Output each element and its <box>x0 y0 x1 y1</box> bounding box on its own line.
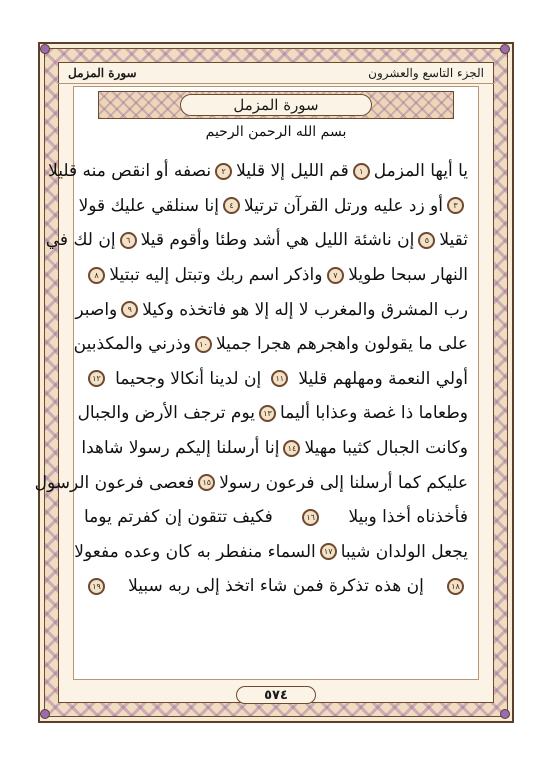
verse-line <box>84 258 468 293</box>
verse-text: فأخذناه أخذا وبيلا <box>348 507 468 528</box>
corner-flower-icon <box>40 709 50 719</box>
verse-text: وذرني والمكذبين <box>73 334 191 355</box>
verse-text: وطعاما ذا غصة وعذابا أليما <box>279 403 468 424</box>
verse-line <box>48 154 468 189</box>
verse-line <box>74 535 468 570</box>
verse-text: إن هذه تذكرة فمن شاء اتخذ إلى ربه سبيلا <box>128 576 424 597</box>
corner-flower-icon <box>500 709 510 719</box>
verse-text: إنا أرسلنا إليكم رسولا شاهدا <box>81 438 280 459</box>
verse-line <box>73 327 468 362</box>
corner-flower-icon <box>500 44 510 54</box>
basmala: بسم الله الرحمن الرحيم <box>205 124 347 140</box>
page-header <box>58 62 494 84</box>
ayah-number-marker: ١ <box>353 163 370 180</box>
ayah-number-marker: ١٧ <box>320 543 337 560</box>
verse-text: ثقيلا <box>439 230 468 251</box>
verse-line <box>45 223 468 258</box>
ayah-number-marker: ٣ <box>447 197 464 214</box>
ayah-number-marker: ١٩ <box>88 578 105 595</box>
verse-text: فعصى فرعون الرسول <box>34 472 195 493</box>
ayah-number-marker: ١٠ <box>195 336 212 353</box>
ayah-number-marker: ٧ <box>327 267 344 284</box>
verse-text: واذكر اسم ربك وتبتل إليه تبتيلا <box>109 265 323 286</box>
verse-lines <box>34 154 468 604</box>
ayah-number-marker: ١٦ <box>302 509 319 526</box>
ayah-number-marker: ١٨ <box>447 578 464 595</box>
surah-label: سورة المزمل <box>68 65 137 80</box>
verse-line <box>75 292 468 327</box>
verse-text: وكانت الجبال كثيبا مهيلا <box>304 438 468 459</box>
verse-text: رب المشرق والمغرب لا إله إلا هو فاتخذه وكيلا <box>142 299 468 320</box>
surah-title: سورة المزمل <box>180 94 372 116</box>
ayah-number-marker: ١٥ <box>198 474 215 491</box>
corner-flower-icon <box>40 44 50 54</box>
verse-text: يا أيها المزمل <box>373 161 468 182</box>
verse-text: يجعل الولدان شيبا <box>340 541 468 562</box>
verse-text: إنا سنلقي عليك قولا <box>78 195 220 216</box>
ayah-number-marker: ٨ <box>88 267 105 284</box>
verse-line <box>81 431 468 466</box>
ayah-number-marker: ١٤ <box>283 440 300 457</box>
verse-text: إن ناشئة الليل هي أشد وطئا وأقوم قيلا <box>140 230 415 251</box>
page-number: ٥٧٤ <box>236 686 316 704</box>
verse-line <box>34 465 468 500</box>
ayah-number-marker: ٥ <box>418 232 435 249</box>
verse-line <box>84 362 468 397</box>
verse-text: يوم ترجف الأرض والجبال <box>77 403 255 424</box>
verse-text: أو زد عليه ورتل القرآن ترتيلا <box>244 195 443 216</box>
ayah-number-marker: ٢ <box>215 163 232 180</box>
verse-text: واصبر <box>75 299 118 320</box>
verse-text: نصفه أو انقص منه قليلا <box>48 161 212 182</box>
verse-text: إن لك في <box>45 230 116 251</box>
ayah-number-marker: ١٢ <box>88 370 105 387</box>
verse-text: إن لدينا أنكالا وجحيما <box>115 368 262 389</box>
ayah-number-marker: ٦ <box>120 232 137 249</box>
ayah-number-marker: ١١ <box>271 370 288 387</box>
verse-text: السماء منفطر به كان وعده مفعولا <box>74 541 316 562</box>
verse-text: على ما يقولون واهجرهم هجرا جميلا <box>216 334 468 355</box>
verse-text: قم الليل إلا قليلا <box>236 161 349 182</box>
verse-line <box>84 569 468 604</box>
ayah-number-marker: ١٣ <box>259 405 276 422</box>
verse-text: عليكم كما أرسلنا إلى فرعون رسولا <box>219 472 468 493</box>
ayah-number-marker: ٩ <box>121 301 138 318</box>
juz-label: الجزء التاسع والعشرون <box>368 65 484 80</box>
verse-line <box>77 396 468 431</box>
verse-text: النهار سبحا طويلا <box>348 265 468 286</box>
ayah-number-marker: ٤ <box>223 197 240 214</box>
verse-text: أولي النعمة ومهلهم قليلا <box>298 368 468 389</box>
verse-line <box>84 500 468 535</box>
verse-text: فكيف تتقون إن كفرتم يوما <box>84 507 273 528</box>
verse-line <box>78 189 468 224</box>
